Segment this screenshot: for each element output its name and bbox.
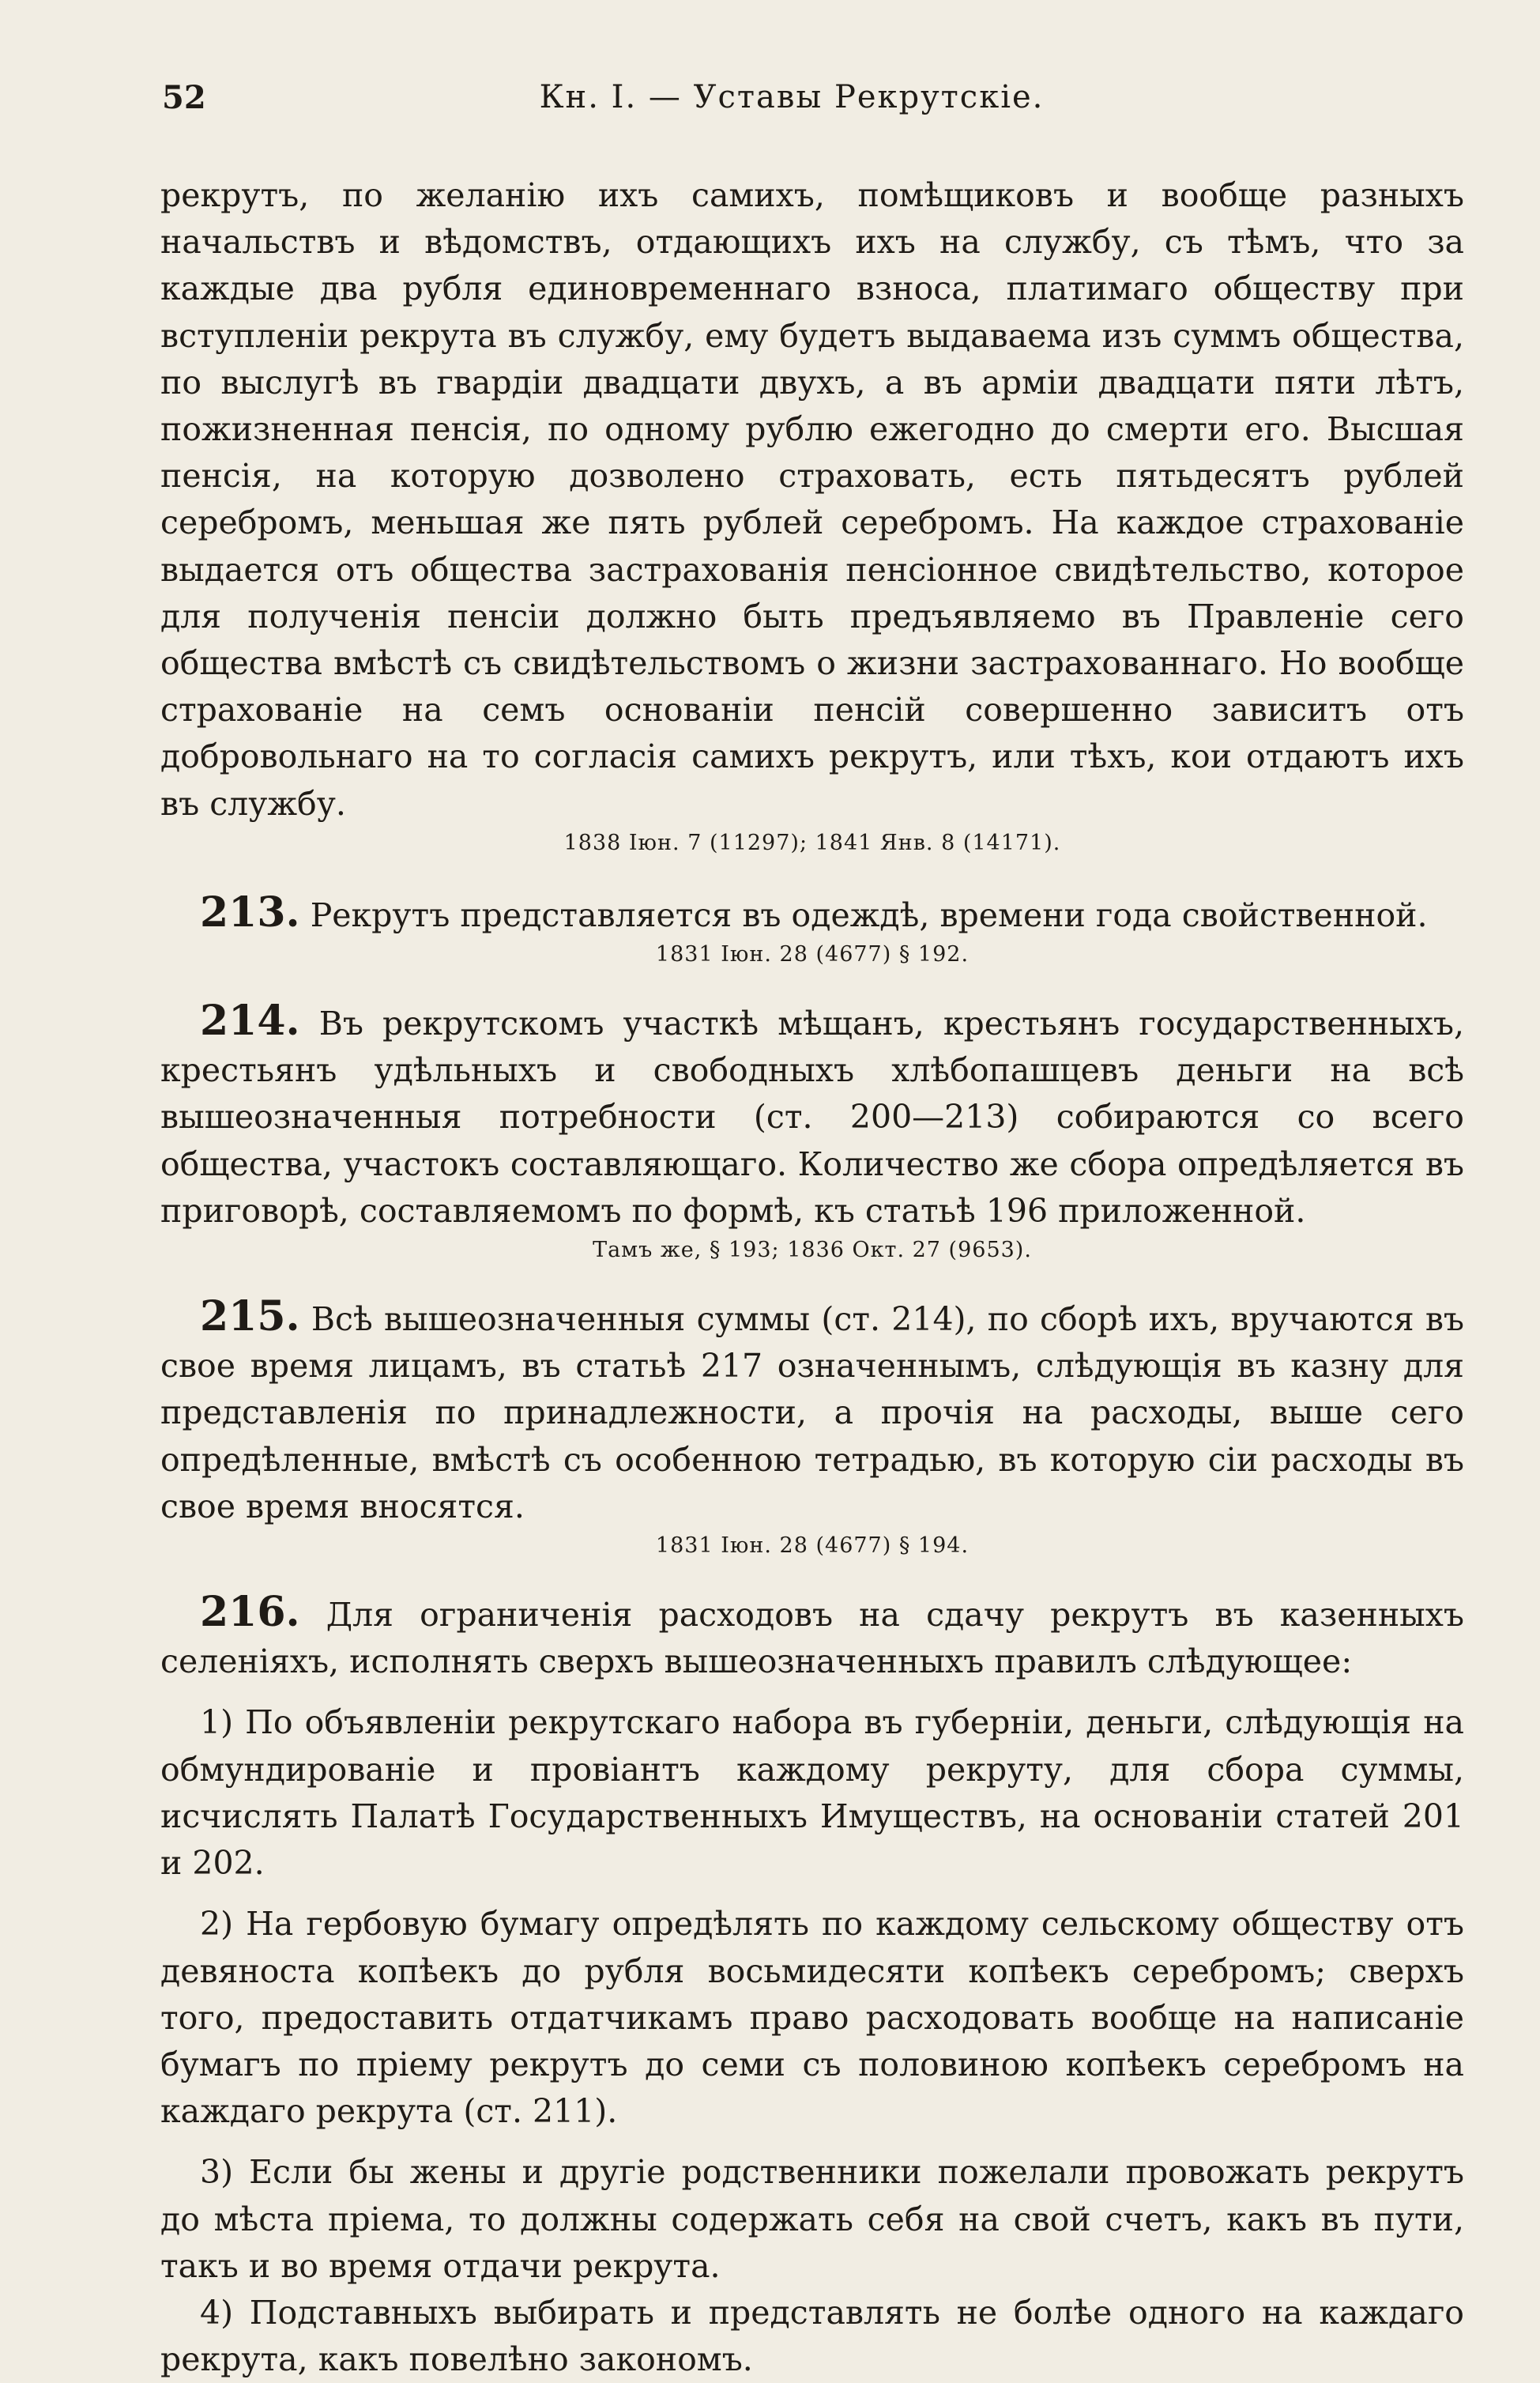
article-214-citation: Тамъ же, § 193; 1836 Окт. 27 (9653). (593, 1238, 1032, 1263)
article-216-item-3: 3) Если бы жены и другіе родственники пожелали провожать рекрутъ до мѣста пріема, то должны содержать себя на свой счетъ, какъ въ пути, такъ и во время отдачи рекрута. (160, 2153, 1464, 2285)
article-text: Въ рекрутскомъ участкѣ мѣщанъ, крестьянъ государственныхъ, крестьянъ удѣльныхъ и свободныхъ хлѣбопашцевъ деньги на всѣ вышеозначенныя потребности (ст. 200—213) собираются со всего общества, участокъ составляющаго. Количество же сбора опредѣляется въ приговорѣ, составляемомъ по формѣ, къ статьѣ 196 приложенной. (160, 1005, 1464, 1230)
article-216-item-4: 4) Подставныхъ выбирать и представлять не болѣе одного на каждаго рекрута, какъ повелѣно закономъ. (160, 2293, 1464, 2379)
page-number: 52 (162, 79, 206, 116)
article-213 (160, 889, 1464, 939)
continuation-paragraph: рекрутъ, по желанію ихъ самихъ, помѣщиковъ и вообще разныхъ начальствъ и вѣдомствъ, отдающихъ ихъ на службу, съ тѣмъ, что за каждые два рубля единовременнаго взноса, платимаго обществу при вступленіи рекрута въ службу, ему будетъ выдаваема изъ суммъ общества, по выслугѣ въ гвардіи двадцати двухъ, а въ арміи двадцати пяти лѣтъ, пожизненная пенсія, по одному рублю ежегодно до смерти его. Высшая пенсія, на которую дозволено страховать, есть пятьдесятъ рублей серебромъ, меньшая же пять рублей серебромъ. На каждое страхованіе выдается отъ общества застрахованія пенсіонное свидѣтельство, которое для полученія пенсіи должно быть предъявляемо въ Правленіе сего общества вмѣстѣ съ свидѣтельствомъ о жизни застрахованнаго. Но вообще страхованіе на семъ основаніи пенсій совершенно зависитъ отъ добровольнаго на то согласія самихъ рекрутъ, или тѣхъ, кои отдаютъ ихъ въ службу. (160, 176, 1464, 823)
article-214 (160, 997, 1464, 1235)
article-text: Всѣ вышеозначенныя суммы (ст. 214), по сборѣ ихъ, вручаются въ свое время лицамъ, въ статьѣ 217 означеннымъ, слѣдующія въ казну для представленія по принадлежности, а прочія на расходы, выше сего опредѣленные, вмѣстѣ съ особенною тетрадью, въ которую сіи расходы въ свое время вносятся. (160, 1300, 1464, 1525)
article-216-item-1: 1) По объявленіи рекрутскаго набора въ губерніи, деньги, слѣдующія на обмундированіе и провіантъ каждому рекруту, для сбора суммы, исчислять Палатѣ Государственныхъ Имуществъ, на основаніи статей 201 и 202. (160, 1703, 1464, 1883)
article-number: 214. (200, 997, 300, 1046)
article-216 (160, 1589, 1464, 1685)
article-text: Рекрутъ представляется въ одеждѣ, времени года свойственной. (310, 896, 1428, 934)
article-text: Для ограниченія расходовъ на сдачу рекрутъ въ казенныхъ селеніяхъ, исполнять сверхъ вышеозначенныхъ правилъ слѣдующее: (160, 1596, 1464, 1681)
page-body (160, 172, 1464, 2383)
article-215 (160, 1293, 1464, 1530)
running-header (162, 79, 1421, 126)
article-number: 215. (200, 1292, 300, 1341)
article-number: 216. (200, 1588, 300, 1637)
running-title: Кн. I. — Уставы Рекрутскіе. (539, 79, 1045, 115)
article-216-item-2: 2) На гербовую бумагу опредѣлять по каждому сельскому обществу отъ девяноста копѣекъ до рубля восьмидесяти копѣекъ серебромъ; сверхъ того, предоставить отдатчикамъ право расходовать вообще на написаніе бумагъ по пріему рекрутъ до семи съ половиною копѣекъ серебромъ на каждаго рекрута (ст. 211). (160, 1905, 1464, 2131)
article-213-citation: 1831 Іюн. 28 (4677) § 192. (655, 942, 970, 967)
article-number: 213. (200, 888, 300, 937)
article-215-citation: 1831 Іюн. 28 (4677) § 194. (655, 1533, 970, 1559)
continuation-citation: 1838 Іюн. 7 (11297); 1841 Янв. 8 (14171). (563, 830, 1061, 855)
